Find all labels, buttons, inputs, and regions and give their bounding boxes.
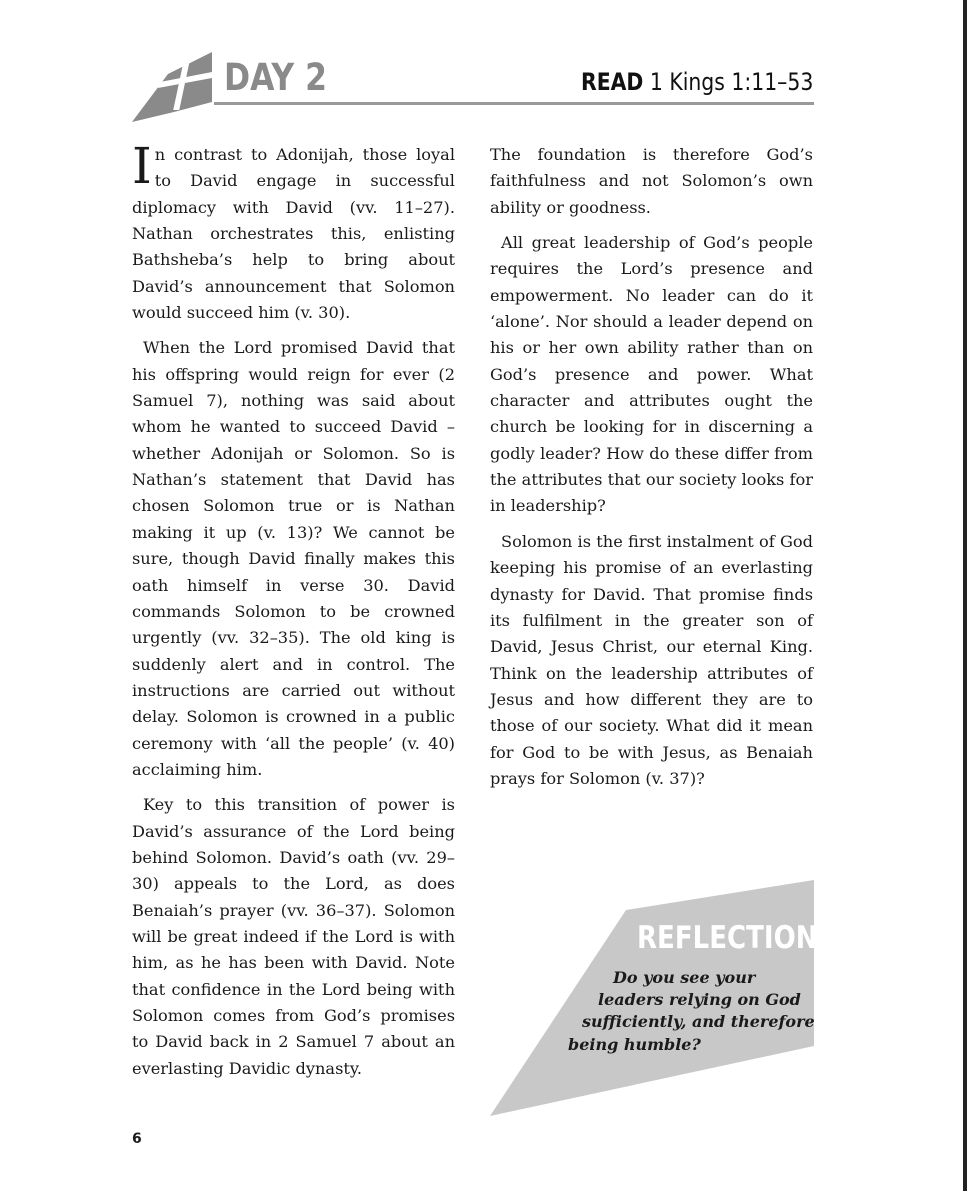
cross-logo-icon	[132, 50, 212, 122]
paragraph: All great leadership of God’s people requires the Lord’s presence and empowerment. No leader can do it ‘alone’. Nor should a leader depend on his or her own ability rather than on God’s presence and power. What character and attributes ought the church be looking for in discerning a godly leader? How do these differ from the attributes that our society looks for in leadership?	[490, 233, 813, 516]
paragraph: The foundation is therefore God’s faithfulness and not Solomon’s own ability or goodness.	[490, 145, 813, 217]
page-number: 6	[132, 1131, 142, 1147]
left-column	[132, 137, 455, 1091]
reflection-question-line: Do you see your	[613, 968, 756, 987]
reading-reference	[581, 68, 813, 96]
page-edge	[963, 0, 967, 1191]
reflection-question-line: leaders relying on God	[598, 990, 801, 1009]
paragraph-text: n contrast to Adonijah, those loyal to David engage in successful diplomacy with David (vv. 11–27). Nathan orchestrates this, enlisting Bathsheba’s help to bring about David’s announcement that Solomon would succeed him (v. 30).	[132, 145, 455, 323]
header-rule	[214, 102, 814, 105]
paragraph	[132, 137, 455, 326]
reflection-question-line: sufficiently, and therefore	[582, 1012, 815, 1031]
drop-cap: I	[132, 137, 152, 195]
read-label: READ	[580, 68, 644, 96]
day-title: DAY 2	[224, 56, 328, 99]
paragraph: Solomon is the first instalment of God keeping his promise of an everlasting dynasty for David. That promise finds its fulfilment in the greater son of David, Jesus Christ, our eternal King. Think on the leadership attributes of Jesus and how different they are to those of our society. What did it mean for God to be with Jesus, as Benaiah prays for Solomon (v. 37)?	[490, 531, 813, 788]
right-column	[490, 142, 813, 801]
reflection-question-line: being humble?	[568, 1035, 701, 1054]
paragraph: Key to this transition of power is David’s assurance of the Lord being behind Solomon. David’s oath (vv. 29–30) appeals to the Lord, as does Benaiah’s prayer (vv. 36–37). Solomon will be great indeed if the Lord is with him, as he has been with David. Note that confidence in the Lord being with Solomon comes from God’s promises to David back in 2 Samuel 7 about an everlasting Davidic dynasty.	[132, 795, 455, 1078]
reflection-title: REFLECTION	[637, 920, 818, 956]
scripture-reference: 1 Kings 1:11–53	[649, 68, 813, 96]
paragraph: When the Lord promised David that his offspring would reign for ever (2 Samuel 7), nothing was said about whom he wanted to succeed David – whether Adonijah or Solomon. So is Nathan’s statement that David has chosen Solomon true or is Nathan making it up (v. 13)? We cannot be sure, though David finally makes this oath himself in verse 30. David commands Solomon to be crowned urgently (vv. 32–35). The old king is suddenly alert and in control. The instructions are carried out without delay. Solomon is crowned in a public ceremony with ‘all the people’ (v. 40) acclaiming him.	[132, 338, 455, 779]
